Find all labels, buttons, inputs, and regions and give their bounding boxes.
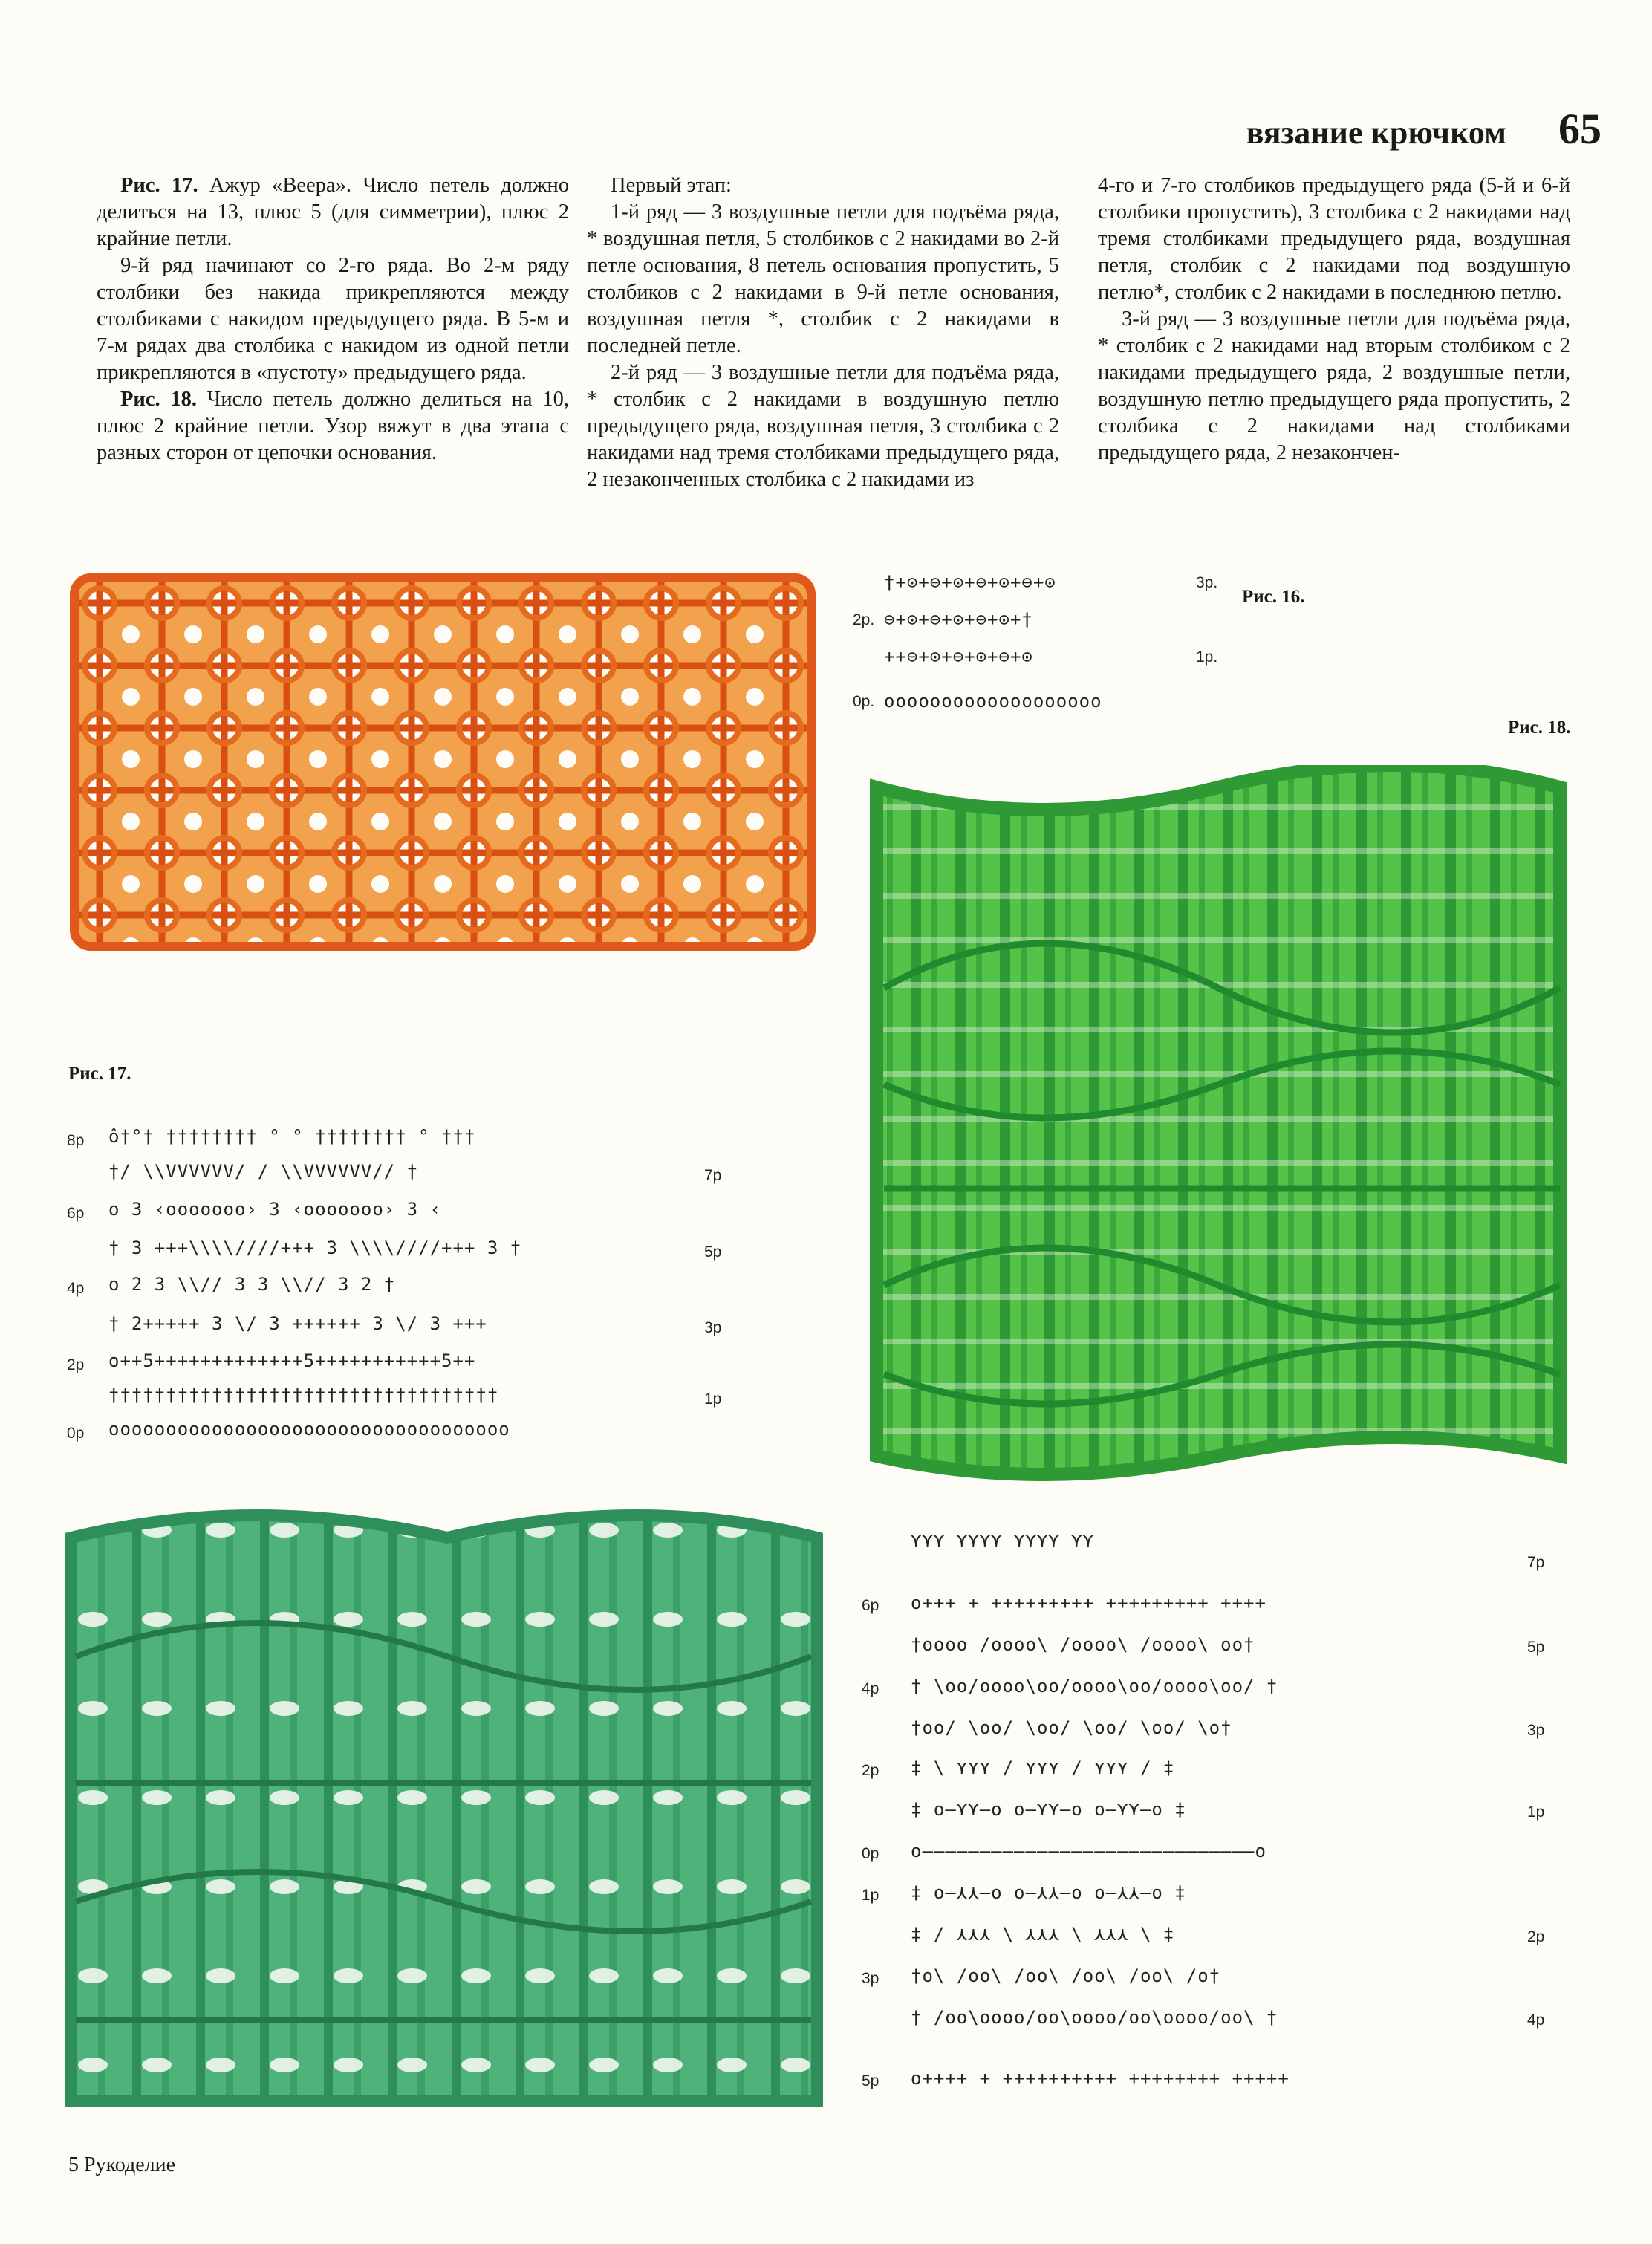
diagram-row: † 3 +++\\\\////+++ 3 \\\\////+++ 3 † (108, 1238, 522, 1258)
figure-caption: Рис. 17. (68, 1064, 131, 1084)
diagram-row: o++5+++++++++++++5+++++++++++5++ (108, 1350, 476, 1371)
row-label: 3р. (1196, 574, 1218, 591)
row-label: 8р (67, 1132, 85, 1149)
text-column-2 (587, 172, 1059, 493)
page-footer: 5 Рукоделие (68, 2153, 176, 2176)
paragraph: 4-го и 7-го столбиков предыдущего ряда (5-й и 6-й столбики пропустить), 3 столбика с 2 накидами над тремя столбиками предыдущего ряда, воздушная петля, столбик с 2 накидами под воздушную петлю*, столбик с 2 накидами в последнюю петлю. (1098, 174, 1570, 304)
diagram-row: ‡ o—⋏⋏—o o—⋏⋏—o o—⋏⋏—o ‡ (911, 1882, 1186, 1903)
row-label: 7р (704, 1167, 722, 1184)
diagram-row: † 2+++++ 3 \/ 3 ++++++ 3 \/ 3 +++ (108, 1313, 487, 1334)
diagram-row: ooooooooooooooooooo (884, 691, 1102, 712)
row-label: 1р (1527, 1804, 1545, 1821)
row-label: 3р (862, 1970, 879, 1987)
row-label: 0р. (853, 693, 875, 710)
green-fan-swatch-fig18 (862, 765, 1575, 1483)
diagram-row: †oo/ \oo/ \oo/ \oo/ \oo/ \o† (911, 1717, 1232, 1738)
row-label: 2р (1527, 1928, 1545, 1945)
diagram-row: o 2 3 \\// 3 3 \\// 3 2 † (108, 1274, 396, 1295)
running-header (1246, 104, 1601, 154)
diagram-row: †+⊙+⊖+⊙+⊖+⊙+⊖+⊙ (884, 572, 1056, 593)
diagram-row: ‡ \ ⋎⋎⋎ / ⋎⋎⋎ / ⋎⋎⋎ / ‡ (911, 1757, 1175, 1778)
diagram-row: ⊖+⊙+⊖+⊙+⊖+⊙+† (884, 609, 1033, 630)
fig18-diagram (859, 1523, 1557, 2110)
paragraph: Рис. 18. Число петель должно делиться на 10, плюс 2 крайние петли. Узор вяжут в два этапа с разных сторон от цепочки основания. (97, 388, 569, 464)
row-label: 0р (862, 1845, 879, 1862)
paragraph: 3-й ряд — 3 воздушные петли для подъёма ряда, * столбик с 2 накидами над вторым столбиком с 2 накидами предыдущего ряда, 2 воздушные петли, воздушную петлю предыдущего ряда пропустить, 2 столбика с 2 накидами над столбиками предыдущего ряда, 2 незакончен- (1098, 308, 1570, 464)
diagram-row: o++++ + ++++++++++ ++++++++ +++++ (911, 2068, 1290, 2089)
row-label: 2р. (853, 611, 875, 628)
figure-caption: Рис. 16. (1242, 587, 1305, 607)
row-label: 1р (704, 1391, 722, 1408)
row-label: 3р (1527, 1722, 1545, 1739)
fig16-diagram (847, 572, 1248, 728)
row-label: 5р (704, 1243, 722, 1261)
diagram-row: †oooo /oooo\ /oooo\ /oooo\ oo† (911, 1634, 1255, 1655)
row-label: 6р (67, 1205, 85, 1222)
row-label: 5р (862, 2072, 879, 2089)
diagram-row: †/ \\VVVVVV/ / \\VVVVVV// † (108, 1161, 419, 1182)
figure-ref: Рис. 18. (120, 388, 198, 411)
row-label: 2р (67, 1356, 85, 1373)
diagram-row: †o\ /oo\ /oo\ /oo\ /oo\ /o† (911, 1965, 1221, 1986)
paragraph: Рис. 17. Ажур «Веера». Число петель должно делиться на 13, плюс 5 (для симметрии), плюс 2 крайние петли. (97, 174, 569, 250)
green-fan-swatch-fig17 (61, 1486, 827, 2111)
row-label: 1р. (1196, 648, 1218, 666)
orange-mesh-swatch (68, 572, 817, 952)
diagram-row: † \oo/oooo\oo/oooo\oo/oooo\oo/ † (911, 1676, 1278, 1697)
diagram-row: ‡ / ⋏⋏⋏ \ ⋏⋏⋏ \ ⋏⋏⋏ \ ‡ (911, 1924, 1175, 1945)
diagram-row: o 3 ‹ooooooo› 3 ‹ooooooo› 3 ‹ (108, 1199, 442, 1220)
row-label: 2р (862, 1762, 879, 1779)
diagram-row: ++⊖+⊙+⊖+⊙+⊖+⊙ (884, 646, 1033, 667)
row-label: 7р (1527, 1554, 1545, 1571)
diagram-row: ô†°† †††††††† ° ° †††††††† ° ††† (108, 1126, 476, 1147)
row-label: 4р (862, 1680, 879, 1697)
paragraph: Первый этап: (611, 174, 732, 197)
paragraph: 2-й ряд — 3 воздушные петли для подъёма ряда, * столбик с 2 накидами в воздушную петлю предыдущего ряда, воздушная петля, 3 столбика с 2 накидами над тремя столбиками предыдущего ряда, 2 незаконченных столбика с 2 накидами из (587, 361, 1059, 491)
row-label: 4р (1527, 2012, 1545, 2029)
diagram-row: ooooooooooooooooooooooooooooooooooo (108, 1419, 510, 1440)
diagram-row: ⋎⋎⋎ ⋎⋎⋎⋎ ⋎⋎⋎⋎ ⋎⋎ (911, 1530, 1095, 1551)
diagram-row: o+++ + +++++++++ +++++++++ ++++ (911, 1593, 1266, 1613)
figure-ref: Рис. 17. (120, 174, 198, 197)
row-label: 0р (67, 1425, 85, 1442)
figure-caption: Рис. 18. (1508, 718, 1571, 738)
row-label: 1р (862, 1887, 879, 1904)
page-number: 65 (1558, 105, 1601, 153)
row-label: 5р (1527, 1639, 1545, 1656)
diagram-row: ‡ o—⋎⋎—o o—⋎⋎—o o—⋎⋎—o ‡ (911, 1799, 1186, 1820)
diagram-row: †††††††††††††††††††††††††††††††††† (108, 1385, 499, 1405)
row-label: 6р (862, 1597, 879, 1614)
paragraph: 1-й ряд — 3 воздушные петли для подъёма ряда, * воздушная петля, 5 столбиков с 2 накидами во 2-й петле основания, 8 петель основания пропустить, 5 столбиков с 2 накидами в 9-й петле основания, воздушная петля *, столбик с 2 накидами в последней петле. (587, 201, 1059, 357)
row-label: 3р (704, 1319, 722, 1336)
diagram-row: † /oo\oooo/oo\oooo/oo\oooo/oo\ † (911, 2007, 1278, 2028)
section-title: вязание крючком (1246, 114, 1506, 151)
row-label: 4р (67, 1280, 85, 1297)
diagram-row: o—————————————————————————————o (911, 1841, 1266, 1861)
text-column-3 (1098, 172, 1570, 466)
fig17-diagram (64, 1111, 747, 1445)
paragraph: 9-й ряд начинают со 2-го ряда. Во 2-м ряду столбики без накида прикрепляются между столбиками с накидом предыдущего ряда. В 5-м и 7-м рядах два столбика с накидом из одной петли прикрепляются в «пустоту» предыдущего ряда. (97, 254, 569, 384)
text-column-1 (97, 172, 569, 466)
